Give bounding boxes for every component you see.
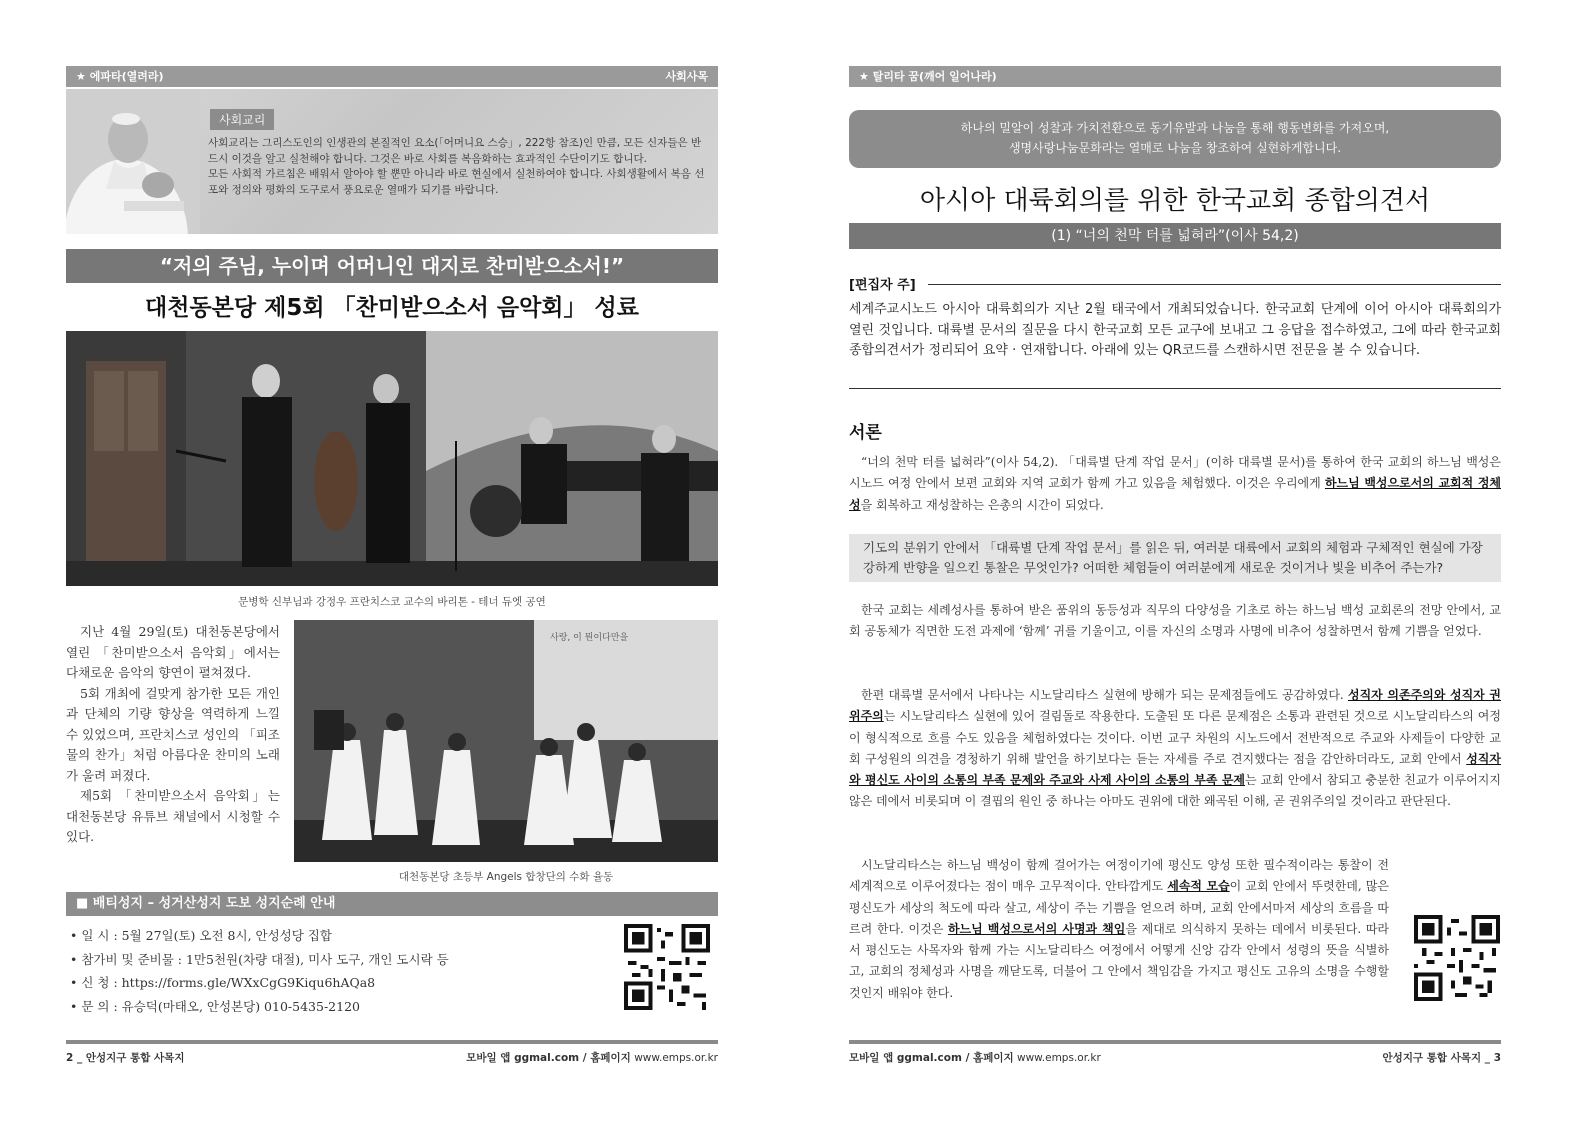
right-header-title: ★ 탈리타 꿈(깨어 일어나라) bbox=[859, 70, 997, 83]
pilgrimage-info-list bbox=[70, 924, 610, 1018]
reflection-question-box: 기도의 분위기 안에서 「대륙별 단계 작업 문서」를 읽은 뒤, 여러분 대륙에서 교회의 체험과 구체적인 현실에 가장 강하게 반향을 일으킨 통찰은 무엇인가? 어떠한 체험들이 여러분에게 새로운 것이거나 빛을 비추어 주는가? bbox=[849, 534, 1501, 582]
pilgrimage-contact: • 문 의 : 유승덕(마태오, 안성본당) 010-5435-2120 bbox=[70, 998, 360, 1014]
doctrine-paragraph-1: 사회교리는 그리스도인의 인생관의 본질적인 요소(「어머니요 스승」, 222항 참조)인 만큼, 모든 신자들은 반드시 이것을 알고 실천해야 합니다. 그것은 바로 사회를 복음화하는 효과적인 수단이기도 합니다. bbox=[208, 137, 702, 165]
left-page bbox=[0, 0, 793, 1123]
editor-note-bottom-rule bbox=[849, 388, 1501, 389]
right-footer-url[interactable]: www.emps.or.kr bbox=[1016, 1052, 1101, 1064]
introduction-paragraph bbox=[849, 452, 1501, 516]
paragraph-1-text: 한국 교회는 세례성사를 통하여 받은 품위의 동등성과 직무의 다양성을 기초로 하는 하느님 백성 교회론의 전망 안에서, 교회 공동체가 직면한 도전 과제에 ‘함께’ 귀를 기울이고, 이를 자신의 소명과 사명에 비추어 성찰하면서 함께 기쁨을 얻었다. bbox=[849, 603, 1501, 639]
right-footer-app: 모바일 앱 ggmal.com / 홈페이지 bbox=[849, 1052, 1014, 1064]
body-paragraph-1 bbox=[849, 600, 1501, 643]
concert-duet-illustration bbox=[66, 331, 718, 586]
choir-slide-title: 사랑, 이 뭔이다만을 bbox=[550, 633, 629, 643]
paragraph-3-text-c: 을 제대로 의식하지 못하는 데에서 비롯된다. 따라서 평신도는 사목자와 함께 가는 시노달리타스 여정에서 어떻게 신앙 감각 안에서 성령의 뜻을 식별하고, 교회의 정체성과 사명을 깨닫도록, 더불어 그 안에서 책임감을 가지고 평신도 고유의 소명을 수행할 것인지 배워야 한다. bbox=[849, 921, 1390, 1000]
pilgrimage-heading: ■ 배티성지 – 성거산성지 도보 성지순례 안내 bbox=[66, 892, 718, 916]
left-header-bar bbox=[66, 66, 718, 87]
left-page-number: 2 _ 안성지구 통합 사목지 bbox=[66, 1052, 185, 1064]
doctrine-paragraph-2: 모든 사회적 가르침은 배워서 알아야 할 뿐만 아니라 바로 현실에서 실천하여야 합니다. 사회생활에서 복음 선포와 정의와 평화의 도구로서 풍요로운 열매가 되기를 바랍니다. bbox=[208, 168, 705, 196]
pilgrimage-fee: • 참가비 및 준비물 : 1만5천원(차량 대절), 미사 도구, 개인 도시락 등 bbox=[70, 951, 449, 967]
intro-emphasis: 하느님 백성으로서의 교회적 정체성 bbox=[849, 476, 1502, 512]
editor-note-text: 세계주교시노드 아시아 대륙회의가 지난 2월 태국에서 개최되었습니다. 한국교회 단계에 이어 아시아 대륙회의가 열린 것입니다. 대륙별 문서의 질문을 다시 한국교회 모든 교구에 보내고 그 응답을 접수하였고, 그에 따라 한국교회 종합의견서가 정리되어 요약 · 연재합니다. 아래에 있는 QR코드를 스캔하시면 전문을 볼 수 있습니다. bbox=[849, 302, 1501, 358]
paragraph-2-emphasis-1: 성직자 의존주의와 성직자 권위주의 bbox=[849, 688, 1501, 724]
banner-quote: “저의 주님, 누이며 어머니인 대지로 찬미받으소서!” bbox=[66, 249, 718, 283]
pilgrimage-date: • 일 시 : 5월 27일(토) 오전 8시, 안성성당 집합 bbox=[70, 928, 332, 943]
motto-line-2: 생명사랑나눔문화라는 열매로 나눔을 창조하여 실현하게합니다. bbox=[1008, 141, 1342, 155]
body-paragraph-3 bbox=[849, 855, 1389, 1004]
motto-box bbox=[849, 110, 1501, 168]
pilgrimage-signup-link[interactable]: • 신 청 : https://forms.gle/WXxCgG9Kiqu6hAQa8 bbox=[70, 975, 376, 990]
body-paragraph-2 bbox=[849, 685, 1501, 813]
intro-text-a: “너의 천막 터를 넓혀라”(이사 54,2). 「대륙별 단계 작업 문서」(이하 대륙별 문서)를 통하여 한국 교회의 하느님 백성은 시노드 여정 안에서 보편 교회와 지역 교회가 함께 가고 있음을 체험했다. 이것은 우리에게 bbox=[849, 455, 1501, 491]
social-doctrine-text bbox=[208, 136, 708, 198]
right-page-number: 안성지구 통합 사목지 _ 3 bbox=[1382, 1052, 1501, 1064]
paragraph-2-emphasis-2: 성직자와 평신도 사이의 소통의 부족 문제와 주교와 사제 사이의 소통의 부족 문제 bbox=[849, 751, 1501, 788]
choir-caption: 대천동본당 초등부 Angels 합창단의 수화 율동 bbox=[398, 871, 614, 883]
paragraph-2-text-b: 는 시노달리타스 실현에 있어 걸림돌로 작용한다. 도출된 또 다른 문제점은 소통과 관련된 것으로 시노달리타스의 여정이 형식적으로 흐를 수도 있음을 체험하였다는 것이다. 이번 교구 차원의 시노드에서 전반적으로 주교와 사제들이 다양한 교회 구성원의 의견을 경청하기 위해 발언을 하기보다는 듣는 자세를 주로 견지했다는 점을 감안하더라도, 교회 안에서 bbox=[849, 709, 1501, 766]
left-header-section: 사회사목 bbox=[665, 70, 708, 83]
social-doctrine-box bbox=[66, 89, 718, 234]
paragraph-3-emphasis-1: 세속적 모습 bbox=[1167, 879, 1230, 894]
paragraph-3-text-a: 시노달리타스는 하느님 백성이 함께 걸어가는 여정이기에 평신도 양성 또한 필수적이라는 통찰이 전 세계적으로 이루어졌다는 점이 매우 고무적이다. 안타깝게도 bbox=[849, 858, 1389, 894]
left-footer-links bbox=[466, 1050, 718, 1065]
pilgrimage-qr-code[interactable] bbox=[624, 924, 710, 1010]
right-footer-links bbox=[849, 1050, 1101, 1065]
editor-note-label: [편집자 주] bbox=[849, 278, 916, 293]
social-doctrine-tag: 사회교리 bbox=[210, 109, 274, 130]
story-paragraph-2: 5회 개최에 걸맞게 참가한 모든 개인과 단체의 기량 향상을 역력하게 느낄 수 있었으며, 프란치스코 성인의 「피조물의 찬가」처럼 아름다운 찬미의 노래가 울려 퍼졌다. bbox=[66, 685, 280, 783]
paragraph-3-emphasis-2: 하느님 백성으로서의 사명과 책임 bbox=[947, 921, 1126, 936]
paragraph-2-text-c: 는 교회 안에서 참되고 충분한 친교가 이루어지지 않은 데에서 비롯되며 이 결핍의 원인 중 하나는 아마도 권위에 대한 왜곡된 이해, 곧 권위주의일 것이라고 판단된다. bbox=[849, 773, 1501, 809]
right-footer-rule bbox=[849, 1040, 1501, 1044]
choir-photo bbox=[294, 620, 718, 862]
opinion-document-subtitle: (1) “너의 천막 터를 넓혀라”(이사 54,2) bbox=[849, 223, 1501, 249]
full-document-qr-code[interactable] bbox=[1414, 915, 1500, 1001]
motto-line-1: 하나의 밀알이 성찰과 가치전환으로 동기유발과 나눔을 통해 행동변화를 가져오며, bbox=[960, 121, 1390, 135]
paragraph-3-text-b: 이 교회 안에서 뚜렷한데, 많은 평신도가 세상의 척도에 따라 살고, 세상이 주는 기쁨을 얻으려 하며, 교회 안에서마저 세상의 흐름을 따르려 한다. 이것은 bbox=[849, 879, 1389, 936]
editor-note-rule bbox=[928, 284, 1501, 285]
pope-praying-photo bbox=[66, 89, 200, 234]
right-page bbox=[793, 0, 1587, 1123]
opinion-document-title: 아시아 대륙회의를 위한 한국교회 종합의견서 bbox=[919, 186, 1431, 216]
story-paragraph-3: 제5회 「찬미받으소서 음악회」는 대천동본당 유튜브 채널에서 시청할 수 있다. bbox=[66, 788, 280, 844]
story-paragraph-1: 지난 4월 29일(토) 대천동본당에서 열린 「찬미받으소서 음악회」에서는 다채로운 음악의 향연이 펼쳐졌다. bbox=[66, 624, 280, 680]
intro-text-b: 을 회복하고 재성찰하는 은총의 시간이 되었다. bbox=[860, 497, 1104, 512]
left-footer-url[interactable]: www.emps.or.kr bbox=[634, 1052, 718, 1064]
concert-duet-photo bbox=[66, 331, 718, 586]
concert-story bbox=[66, 622, 280, 848]
choir-illustration bbox=[294, 620, 718, 862]
concert-article-title: 대천동본당 제5회 「찬미받으소서 음악회」 성료 bbox=[145, 295, 639, 321]
concert-duet-caption: 문병학 신부님과 강정우 프란치스코 교수의 바리톤 - 테너 듀엣 공연 bbox=[238, 596, 546, 608]
left-footer-app: 모바일 앱 ggmal.com / 홈페이지 bbox=[466, 1052, 631, 1064]
right-header-bar bbox=[849, 66, 1501, 87]
introduction-heading: 서론 bbox=[849, 423, 882, 443]
left-header-title: ★ 에파타(열려라) bbox=[76, 70, 164, 83]
paragraph-2-text-a: 한편 대륙별 문서에서 나타나는 시노달리타스 실현에 방해가 되는 문제점들에도 공감하였다. bbox=[861, 688, 1348, 702]
left-footer-rule bbox=[66, 1040, 718, 1044]
